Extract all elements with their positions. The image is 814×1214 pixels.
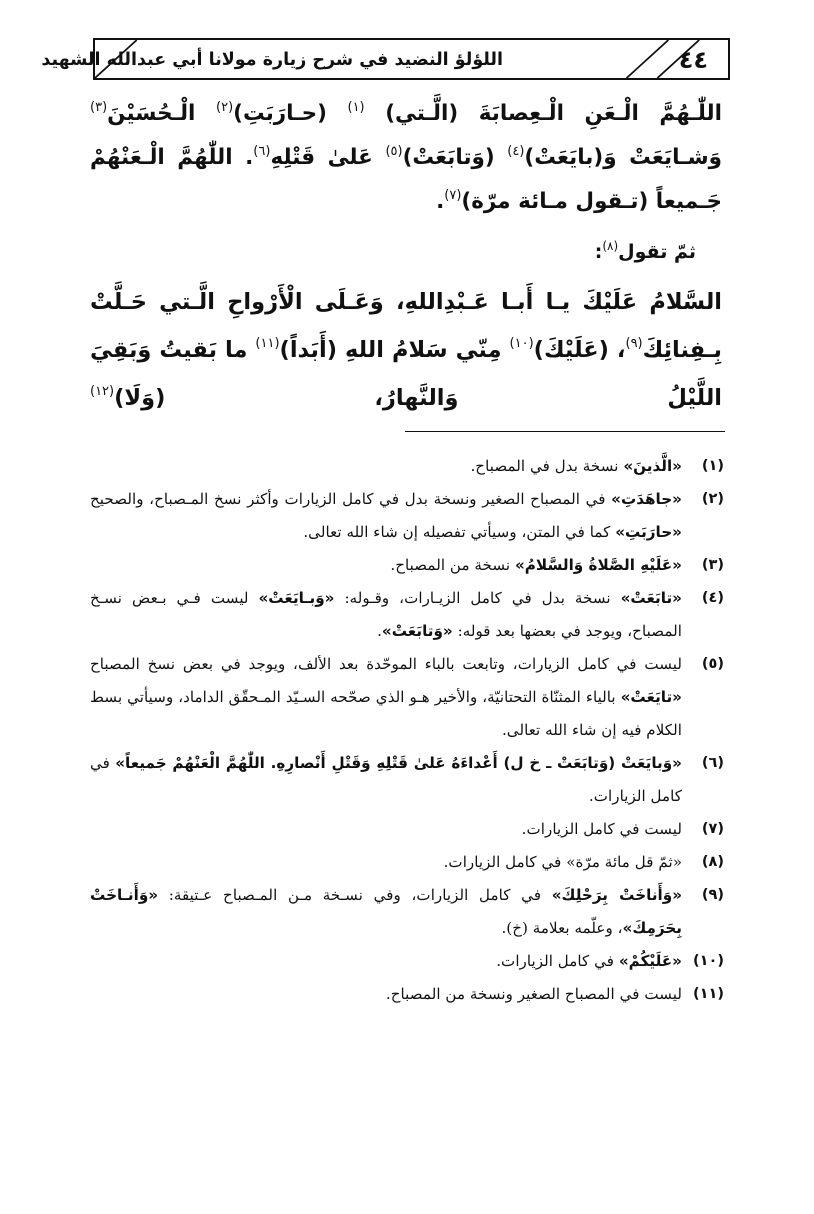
footnote-number: (١٠) (693, 953, 724, 969)
footnote-text: في كامل الزيارات. (496, 952, 619, 970)
footnote-8 (90, 846, 724, 879)
footnote-number: (٣) (701, 557, 724, 573)
footnote-11 (90, 978, 724, 1011)
footnote-number: (١) (701, 458, 724, 474)
text-segment: (وَتابَعَتْ) (402, 145, 495, 170)
text-segment: . (436, 189, 445, 214)
footnote-text: ، وعلّمه بعلامة (خ). (501, 919, 623, 937)
footnote-2 (90, 483, 724, 549)
footnote-quote: «وَأَنـاخَتْ بِحَرَمِكَ» (90, 886, 682, 937)
footnote-number: (٢) (701, 491, 724, 507)
footnote-number: (٦) (701, 755, 724, 771)
running-title: اللؤلؤ النضيد في شرح زيارة مولانا أبي عبدالله الشهيد (41, 50, 503, 70)
page-header (41, 38, 730, 80)
footnote-number: (٨) (701, 854, 724, 870)
footnote-text: . (377, 622, 382, 640)
note-ref: (٢) (216, 100, 234, 115)
footnote-quote: «عَلَيْكُمْ» (618, 952, 682, 970)
note-ref: (٣) (90, 100, 108, 115)
footnote-quote: «وَتابَعَتْ» (381, 622, 453, 640)
text-segment: ، (عَلَيْكَ) (533, 337, 626, 363)
note-ref: (٧) (444, 188, 462, 203)
footnote-quote: «تابَعَتْ» (620, 589, 682, 607)
footnote-quote: «وَبايَعَتْ (وَتابَعَتْ ـ خ ل) أَعْداءَهُ عَلىٰ قَتْلِهِ وَقَتْلِ أَنْصارِهِ. اللّٰهُمَّ الْعَنْهُمْ جَميعاً» (115, 754, 682, 772)
text-segment: السَّلامُ عَلَيْكَ يـا أَبـا عَـبْدِاللهِ، وَعَـلَى الْأَرْواحِ الَّـتي حَـلَّتْ بِـفِنائِكَ (90, 289, 722, 363)
salutation-paragraph (90, 278, 722, 422)
page-number: ٤٤ (678, 46, 708, 74)
footnote-5 (90, 648, 724, 747)
footnote-text: بالياء المثنّاة التحتانيّة، والأخير هـو الذي صحّحه السـيّد المـحقّق الداماد، وسيأتي بسط الكلام فيه إن شاء الله تعالى. (90, 688, 682, 739)
footnote-3 (90, 549, 724, 582)
main-text (90, 92, 722, 422)
footnote-6 (90, 747, 724, 813)
footnote-1 (90, 450, 724, 483)
footnote-number: (٩) (701, 887, 724, 903)
instruction-text: ثمّ تقول (618, 241, 696, 263)
footnote-9 (90, 879, 724, 945)
footnote-number: (٤) (701, 590, 724, 606)
footnote-quote: «وَبـايَعَتْ» (258, 589, 335, 607)
footnote-separator (405, 431, 725, 432)
footnote-number: (٧) (701, 821, 724, 837)
footnote-text: في كامل الزيارات، وفي نسـخة مـن المـصباح عـتيقة: (158, 886, 552, 904)
footnote-number: (٥) (701, 656, 724, 672)
note-ref: (٨) (602, 239, 619, 253)
footnote-text: ليست فـي بـعض نسـخ المصباح، ويوجد في بعضها بعد قوله: (90, 589, 682, 640)
text-segment: وَشـايَعَتْ وَ(بايَعَتْ) (524, 145, 722, 170)
footnote-quote: «عَلَيْهِ الصَّلاةُ وَالسَّلامُ» (514, 556, 682, 574)
footnote-text: كما في المتن، وسيأتي تفصيله إن شاء الله تعالى. (303, 523, 616, 541)
text-segment: اللّٰـهُمَّ الْـعَنِ الْـعِصابَةَ (الَّـتي) (385, 101, 722, 126)
supplication-paragraph (90, 92, 722, 224)
footnote-quote: «حارَبَتِ» (615, 523, 682, 541)
text-segment: (حـارَبَتِ) (233, 101, 327, 126)
text-segment: مِنّي سَلامُ اللهِ (أَبَداً) (279, 337, 502, 363)
footnote-quote: «تايَعَتْ» (620, 688, 682, 706)
footnote-number: (١١) (693, 986, 724, 1002)
footnote-4 (90, 582, 724, 648)
footnote-text: نسخة بدل في كامل الزيـارات، وقـوله: (334, 589, 621, 607)
footnote-text: ليست في المصباح الصغير ونسخة من المصباح. (385, 985, 682, 1003)
note-ref: (١٢) (90, 384, 115, 399)
footnote-10 (90, 945, 724, 978)
instruction-colon: : (594, 241, 603, 263)
text-segment: الْـحُسَيْنَ (107, 101, 196, 126)
footnote-text: ليست في كامل الزيارات. (521, 820, 682, 838)
footnote-quote: «الَّذينَ» (623, 457, 682, 475)
instruction-line (90, 232, 696, 272)
footnote-quote: «جاهَدَتِ» (611, 490, 682, 508)
footnote-text: «ثمّ قل مائة مرّة» في كامل الزيارات. (443, 853, 682, 871)
note-ref: (٤) (507, 144, 525, 159)
footnote-text: في كامل الزيارات. (90, 754, 682, 805)
footnote-text: في المصباح الصغير ونسخة بدل في كامل الزيارات وأكثر نسخ المـصباح، والصحيح (90, 490, 612, 508)
text-segment: عَلىٰ قَتْلِهِ (270, 145, 373, 170)
footnote-quote: «وَأَناخَتْ بِرَحْلِكَ» (551, 886, 683, 904)
note-ref: (١) (347, 100, 365, 115)
note-ref: (٦) (253, 144, 271, 159)
note-ref: (٩) (625, 336, 643, 351)
note-ref: (١٠) (509, 336, 534, 351)
text-segment: ما بَقيتُ وَبَقِيَ اللَّيْلُ وَالنَّهارُ، (وَلَا) (90, 337, 722, 411)
note-ref: (١١) (255, 336, 280, 351)
footnotes (90, 450, 724, 1011)
footnote-text: نسخة بدل في المصباح. (470, 457, 624, 475)
note-ref: (٥) (385, 144, 403, 159)
footnote-text: ليست في كامل الزيارات، وتابعت بالباء الموحّدة بعد الألف، ويوجد في بعض نسخ المصباح (90, 655, 682, 673)
text-segment: . اللّٰهُمَّ الْـعَنْهُمْ جَـميعاً (تـقول مـائة مرّة) (90, 145, 722, 214)
footnote-7 (90, 813, 724, 846)
footnote-text: نسخة من المصباح. (390, 556, 515, 574)
